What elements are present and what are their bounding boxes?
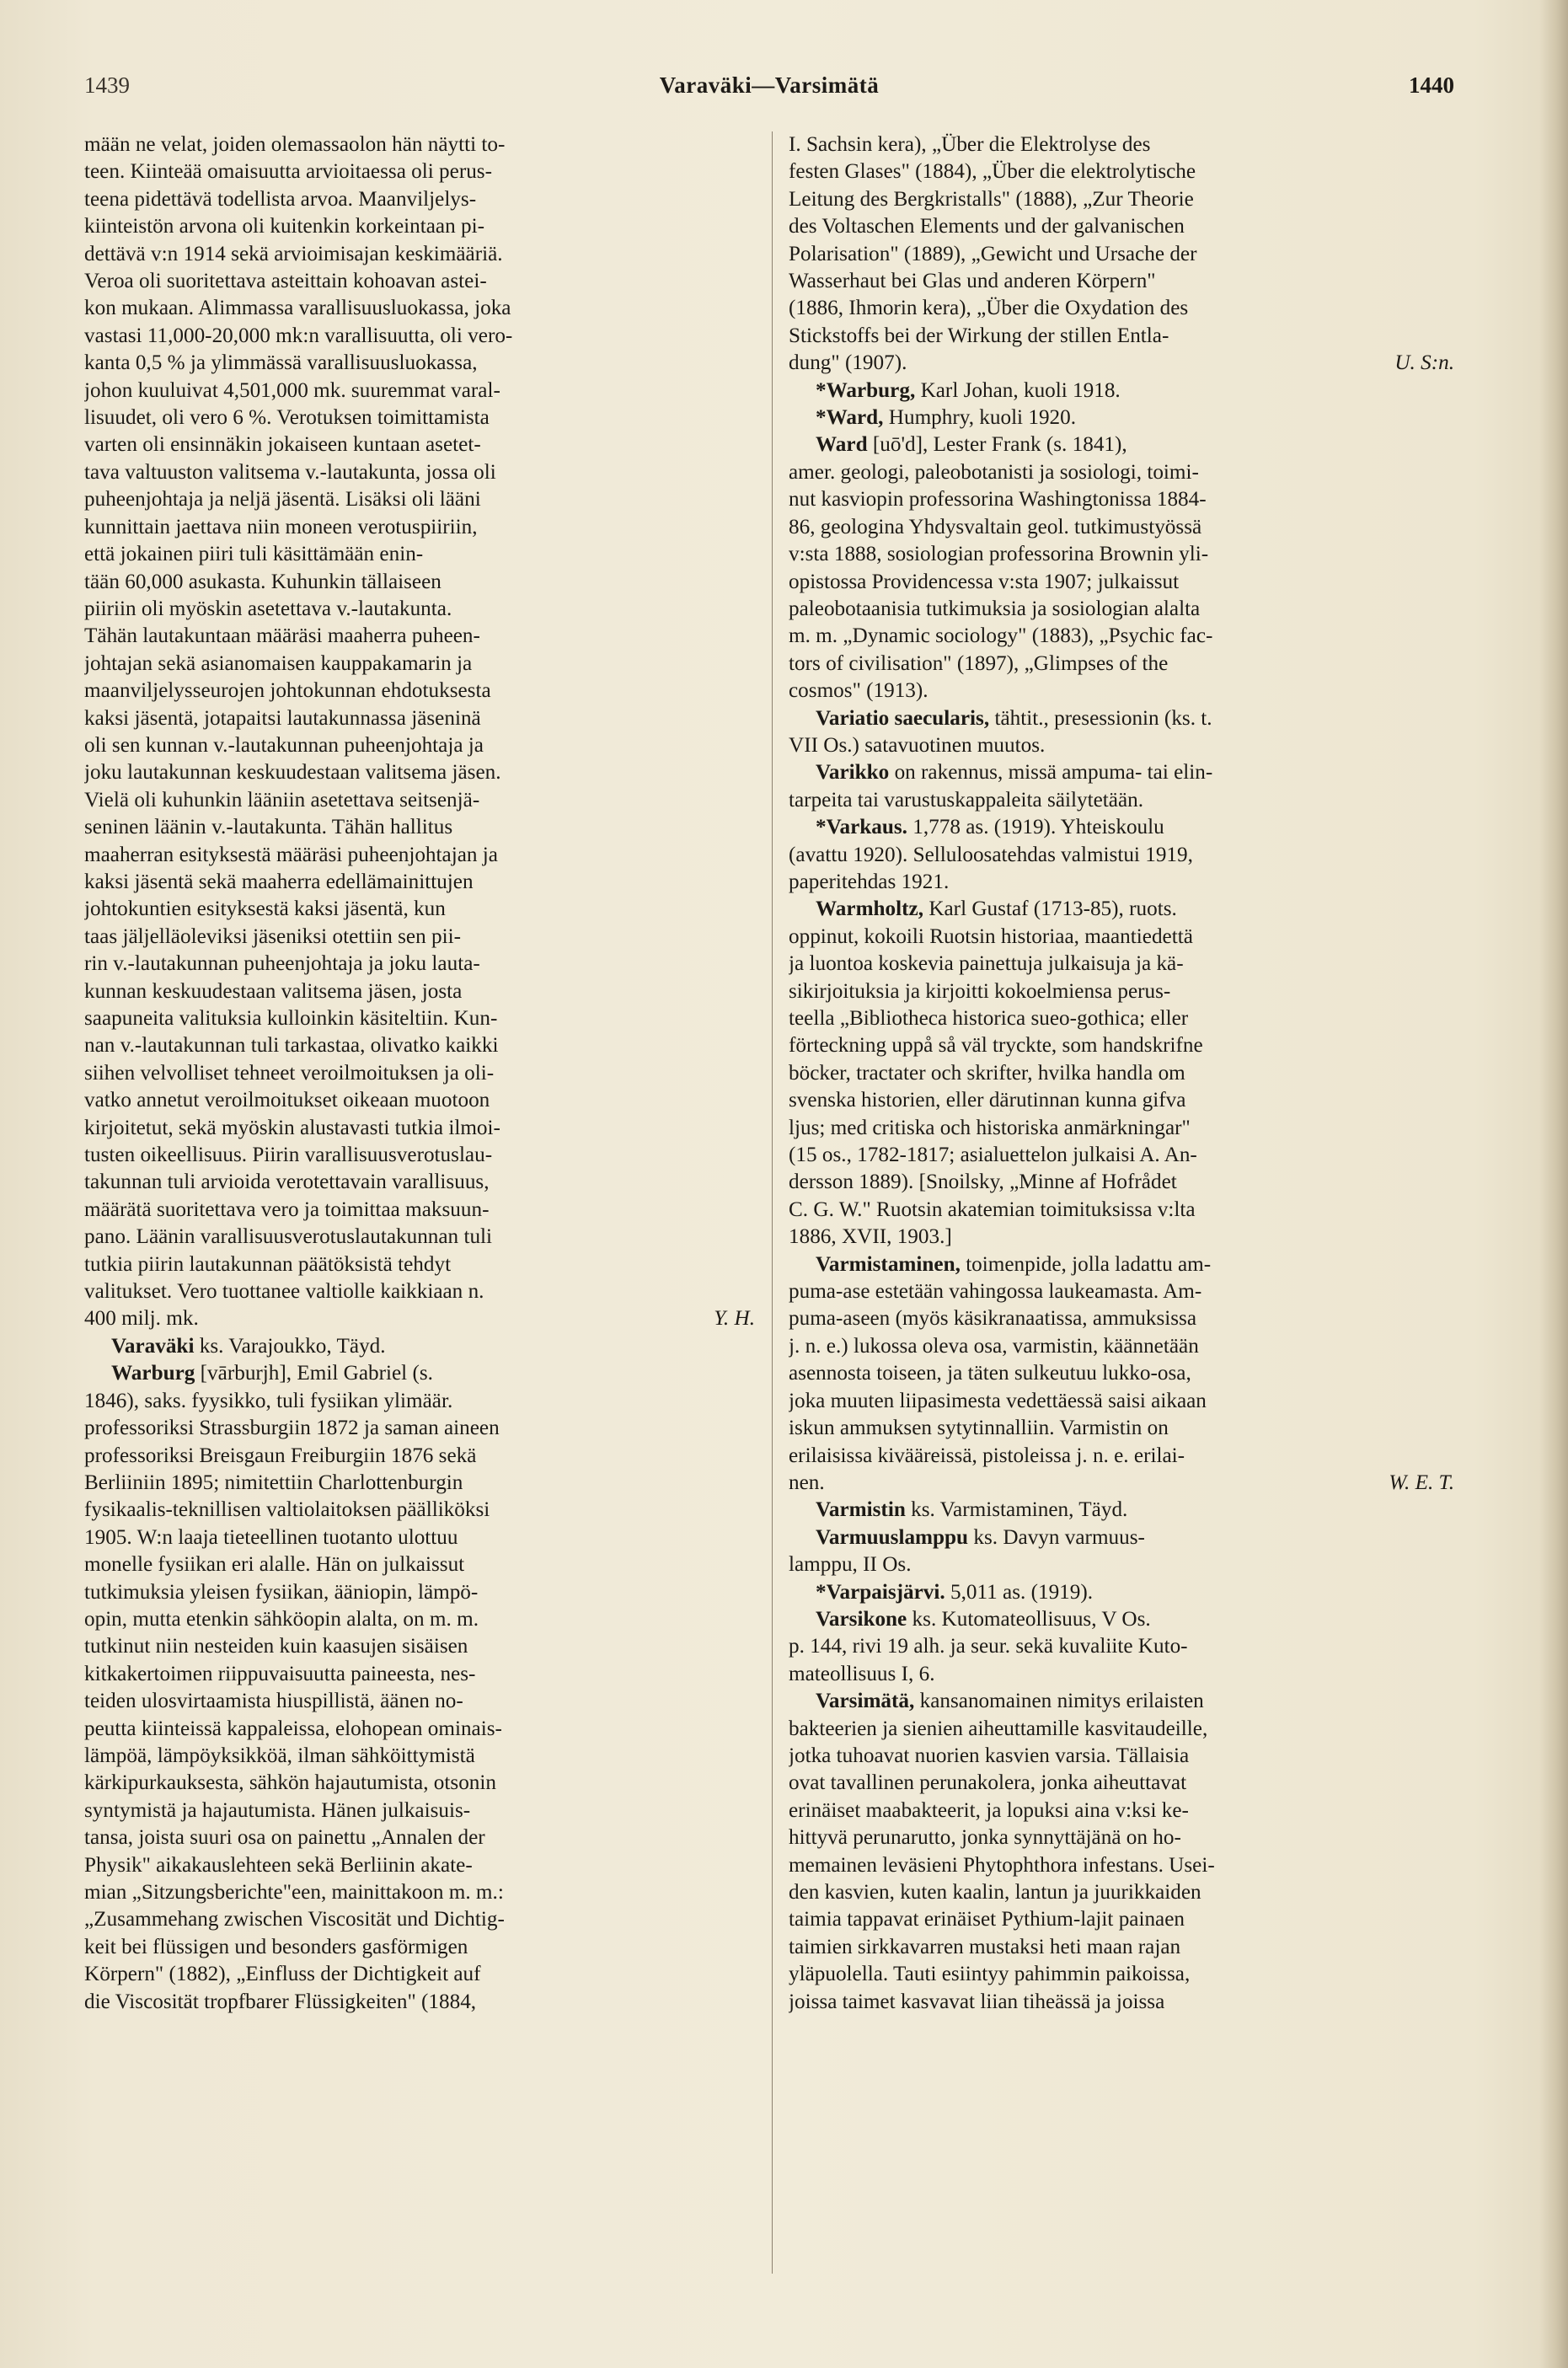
text-line: ovat tavallinen perunakolera, jonka aiheuttavat (789, 1771, 1187, 1795)
text-line: tusten oikeellisuus. Piirin varallisuusverotuslau- (84, 1144, 493, 1167)
text-line: keit bei flüssigen und besonders gasförmigen (84, 1935, 468, 1958)
text-line: ljus; med critiska och historiska anmärkningar" (789, 1116, 1191, 1139)
text-line: m. m. „Dynamic sociology" (1883), „Psychic fac- (789, 624, 1213, 648)
text-line: tarpeita tai varustuskappaleita säilytetään. (789, 788, 1144, 812)
text-line: tutkia piirin lautakunnan päätöksistä tehdyt (84, 1252, 452, 1276)
text-line: pano. Läänin varallisuusverotuslautakunnan tuli (84, 1225, 493, 1249)
text-line: kitkakertoimen riippuvaisuutta paineesta, nes- (84, 1662, 476, 1685)
text-line: „Zusammehang zwischen Viscosität und Dichtig- (84, 1908, 505, 1931)
text-line: teen. Kiinteää omaisuutta arvioitaessa oli perus- (84, 160, 492, 184)
text-line: puma-ase estetään vahingossa laukeamasta. Am- (789, 1280, 1202, 1304)
text-line: ja luontoa koskevia painettuja julkaisuja ja kä- (789, 952, 1184, 976)
text-line: mateollisuus I, 6. (789, 1662, 935, 1685)
text-line: dettävä v:n 1914 sekä arvioimisajan keskimääriä. (84, 242, 503, 265)
text-line: kirjoitetut, sekä myöskin alustavasti tutkia ilmoi- (84, 1116, 500, 1139)
entry-headword: Warburg (111, 1362, 195, 1385)
right-column (789, 131, 1454, 2289)
entry-headword: Varikko (816, 761, 890, 785)
text-line (789, 1606, 1454, 1633)
text-line: p. 144, rivi 19 alh. ja seur. sekä kuvaliite Kuto- (789, 1635, 1188, 1658)
text-line: kanta 0,5 % ja ylimmässä varallisuusluokassa, (84, 351, 478, 375)
text-line: erilaisissa kivääreissä, pistoleissa j. n. e. erilai- (789, 1444, 1185, 1467)
text-line: vatko annetut veroilmoitukset oikeaan muotoon (84, 1089, 490, 1112)
text-line: maaherran esityksestä määräsi puheenjohtajan ja (84, 843, 498, 866)
text-line: Stickstoffs bei der Wirkung der stillen Entla- (789, 324, 1169, 347)
text-line: Vielä oli kuhunkin lääniin asetettava seitsenjä- (84, 788, 480, 812)
text-line: jotka tuhoavat nuorien kasvien varsia. Tällaisia (789, 1744, 1190, 1767)
text-line: johtajan sekä asianomaisen kauppakamarin ja (84, 651, 473, 675)
text-line: professoriksi Breisgaun Freiburgiin 1876 sekä (84, 1444, 477, 1467)
text-line: kärkipurkauksesta, sähkön hajautumista, otsonin (84, 1771, 496, 1795)
entry-text: tähtit., presessionin (ks. t. (989, 706, 1212, 730)
author-signature: U. S:n. (1394, 351, 1454, 375)
text-line: varten oli ensinnäkin jokaiseen kuntaan asetet- (84, 433, 481, 457)
text-line (789, 759, 1454, 786)
text-line: kaksi jäsentä, jotapaitsi lautakunnassa jäseninä (84, 706, 481, 730)
entry-headword: *Varpaisjärvi. (816, 1580, 945, 1604)
text-line: että jokainen piiri tuli käsittämään enin- (84, 543, 424, 566)
text-line: amer. geologi, paleobotanisti ja sosiologi, toimi- (789, 460, 1199, 484)
text-line: maanviljelysseurojen johtokunnan ehdotuksesta (84, 679, 491, 703)
text-line: siihen velvolliset tehneet veroilmoituksen ja oli- (84, 1061, 495, 1085)
text-line: 400 milj. mk. Y. H. (84, 1305, 755, 1332)
text-line: Polarisation" (1889), „Gewicht und Ursache der (789, 242, 1197, 265)
text-line: kon mukaan. Alimmassa varallisuusluokassa, joka (84, 297, 511, 320)
entry-headword: Varmuuslamppu (816, 1525, 969, 1549)
text-line: dersson 1889). [Snoilsky, „Minne af Hofrådet (789, 1171, 1177, 1194)
text-line: erinäiset maabakteerit, ja lopuksi aina v:ksi ke- (789, 1798, 1189, 1822)
text-line: paperitehdas 1921. (789, 870, 950, 893)
entry-text: 5,011 as. (1919). (945, 1580, 1094, 1604)
text-line: C. G. W." Ruotsin akatemian toimituksissa v:lta (789, 1197, 1196, 1221)
text-line: die Viscosität tropfbarer Flüssigkeiten" (1884, (84, 1990, 477, 2013)
text-line: des Voltaschen Elements und der galvanischen (789, 215, 1185, 238)
text-line: paleobotaanisia tutkimuksia ja sosiologian alalta (789, 597, 1201, 620)
text-line: seninen läänin v.-lautakunta. Tähän hallitus (84, 816, 453, 839)
text-line: valitukset. Vero tuottanee valtiolle kaikkiaan n. (84, 1280, 484, 1304)
entry-text: toimenpide, jolla ladattu am- (960, 1252, 1212, 1276)
text-line: johon kuuluivat 4,501,000 mk. suuremmat varal- (84, 378, 500, 402)
text-line: puma-aseen (myös käsikranaatissa, ammuksissa (789, 1307, 1197, 1331)
text-line (789, 1251, 1454, 1278)
text-line: fysikaalis-teknillisen valtiolaitoksen päälliköksi (84, 1498, 490, 1522)
text-line: kiinteistön arvona oli kuitenkin korkeintaan pi- (84, 215, 484, 238)
text-line: saapuneita valituksia kulloinkin käsiteltiin. Kun- (84, 1007, 498, 1030)
text-line: lamppu, II Os. (789, 1553, 912, 1577)
text-line: tään 60,000 asukasta. Kuhunkin tällaiseen (84, 570, 442, 593)
text-line: puheenjohtaja ja neljä jäsentä. Lisäksi oli lääni (84, 488, 481, 512)
text-line: lisuudet, oli vero 6 %. Verotuksen toimittamista (84, 406, 490, 430)
text-line: takunnan tuli arvioida verotettavain varallisuus, (84, 1171, 490, 1194)
entry-headword: Varsikone (816, 1607, 907, 1631)
text-line: (avattu 1920). Selluloosatehdas valmistui 1919, (789, 843, 1193, 866)
text-line (789, 1524, 1454, 1551)
text-line: svenska historien, eller därutinnan kunna gifva (789, 1089, 1186, 1112)
entry-headword: *Warburg, (816, 378, 916, 402)
text-line: hittyvä perunarutto, jonka synnyttäjänä on ho- (789, 1826, 1181, 1850)
entry-headword: Ward (816, 433, 868, 457)
text-line: nen. W. E. T. (789, 1470, 1454, 1497)
text-line: asennosta toiseen, ja täten sulkeutuu lukko-osa, (789, 1362, 1191, 1385)
column-divider (772, 131, 773, 2274)
author-signature: W. E. T. (1389, 1471, 1454, 1494)
page-title: Varaväki—Varsimätä (659, 72, 880, 98)
page-number-right: 1440 (1409, 72, 1454, 98)
text-line: den kasvien, kuten kaalin, lantun ja juurikkaiden (789, 1881, 1201, 1904)
entry-text: [uō'd], Lester Frank (s. 1841), (867, 433, 1127, 457)
entry-headword: Warmholtz, (816, 897, 924, 921)
text-line (789, 705, 1454, 732)
text-line: teiden ulosvirtaamista hiuspillistä, äänen no- (84, 1690, 463, 1713)
text-line: v:sta 1888, sosiologian professorina Brownin yli- (789, 543, 1209, 566)
text-line: rin v.-lautakunnan puheenjohtaja ja joku lauta- (84, 952, 480, 976)
text-line: teella „Bibliotheca historica sueo-gothica; eller (789, 1007, 1189, 1030)
text-line: yläpuolella. Tauti esiintyy pahimmin paikoissa, (789, 1963, 1191, 1986)
text-line: Wasserhaut bei Glas und anderen Körpern" (789, 270, 1156, 293)
text-line: Veroa oli suoritettava asteittain kohoavan astei- (84, 270, 487, 293)
text-line: Leitung des Bergkristalls" (1888), „Zur Theorie (789, 187, 1194, 211)
entry-text: 1,778 as. (1919). Yhteiskoulu (907, 816, 1164, 839)
text-line: piiriin oli myöskin asetettava v.-lautakunta. (84, 597, 452, 620)
text-line: kaksi jäsentä sekä maaherra edellämainittujen (84, 870, 474, 893)
entry-text: Karl Johan, kuoli 1918. (915, 378, 1121, 402)
author-signature: Y. H. (714, 1307, 755, 1331)
text-line: opistossa Providencessa v:sta 1907; julkaissut (789, 570, 1180, 593)
text-line: vastasi 11,000-20,000 mk:n varallisuutta, oli vero- (84, 324, 513, 347)
text-line: I. Sachsin kera), „Über die Elektrolyse des (789, 133, 1151, 156)
text-line: nan v.-lautakunnan tuli tarkastaa, olivatko kaikki (84, 1034, 499, 1058)
text-line (84, 1333, 755, 1360)
text-line: böcker, tractater och skrifter, hvilka handla om (789, 1061, 1185, 1085)
text-line: oli sen kunnan v.-lautakunnan puheenjohtaja ja (84, 733, 484, 757)
text-line: VII Os.) satavuotinen muutos. (789, 733, 1046, 757)
entry-headword: *Varkaus. (816, 816, 907, 839)
text-line (789, 378, 1454, 404)
text-line: (1886, Ihmorin kera), „Über die Oxydation des (789, 297, 1189, 320)
entry-text: kansanomainen nimitys erilaisten (914, 1690, 1204, 1713)
text-line: tors of civilisation" (1897), „Glimpses of the (789, 651, 1169, 675)
text-line: kunnan keskuudestaan valitsema jäsen, josta (84, 979, 463, 1003)
text-line: syntymistä ja hajautumista. Hänen julkaisuis- (84, 1798, 471, 1822)
text-line: joka muuten liipasimesta vedettäessä saisi aikaan (789, 1389, 1207, 1412)
page-header (84, 72, 1454, 106)
entry-text: Karl Gustaf (1713-85), ruots. (923, 897, 1177, 921)
entry-text: ks. Varajoukko, Täyd. (194, 1334, 386, 1358)
entry-text: Humphry, kuoli 1920. (883, 406, 1077, 430)
text-line: tutkimuksia yleisen fysiikan, ääniopin, lämpö- (84, 1580, 479, 1604)
entry-headword: Varaväki (111, 1334, 195, 1358)
text-line: taas jäljelläoleviksi jäseniksi otettiin sen pii- (84, 924, 461, 948)
entry-headword: *Ward, (816, 406, 884, 430)
entry-headword: Varsimätä, (816, 1690, 915, 1713)
text-line: nut kasviopin professorina Washingtonissa 1884- (789, 488, 1207, 512)
text-line (789, 814, 1454, 841)
text-line: tansa, joista suuri osa on painettu „Annalen der (84, 1826, 485, 1850)
text-line: oppinut, kokoili Ruotsin historiaa, maantiedettä (789, 924, 1193, 948)
text-line: johtokuntien esityksestä kaksi jäsentä, kun (84, 897, 446, 921)
text-line: Berliiniin 1895; nimitettiin Charlottenburgin (84, 1471, 463, 1494)
text-line: joku lautakunnan keskuudestaan valitsema jäsen. (84, 761, 501, 785)
text-line: j. n. e.) lukossa oleva osa, varmistin, käännetään (789, 1334, 1199, 1358)
text-line: Tähän lautakuntaan määräsi maaherra puheen- (84, 624, 480, 648)
entry-headword: Variatio saecularis, (816, 706, 990, 730)
text-line: 1905. W:n laaja tieteellinen tuotanto ulottuu (84, 1525, 458, 1549)
entry-headword: Varmistaminen, (816, 1252, 961, 1276)
entry-text: ks. Kutomateollisuus, V Os. (907, 1607, 1151, 1631)
text-line: taimia tappavat erinäiset Pythium-lajit painaen (789, 1908, 1185, 1931)
entry-text: on rakennus, missä ampuma- tai elin- (889, 761, 1213, 785)
entry-text: ks. Varmistaminen, Täyd. (905, 1498, 1128, 1522)
text-line: dung" (1907). U. S:n. (789, 350, 1454, 377)
text-line: tutkinut niin nesteiden kuin kaasujen sisäisen (84, 1635, 468, 1658)
text-line: iskun ammuksen sytytinnalliin. Varmistin on (789, 1417, 1169, 1440)
text-line (789, 1688, 1454, 1715)
text-line: Physik" aikakauslehteen sekä Berliinin akate- (84, 1853, 473, 1877)
text-line: lämpöä, lämpöyksikköä, ilman sähköittymistä (84, 1744, 475, 1767)
entry-text: ks. Davyn varmuus- (968, 1525, 1145, 1549)
text-line: 1886, XVII, 1903.] (789, 1225, 952, 1249)
text-line: määrätä suoritettava vero ja toimittaa maksuun- (84, 1197, 490, 1221)
text-line: teena pidettävä todellista arvoa. Maanviljelys- (84, 187, 477, 211)
left-column (84, 131, 755, 2289)
text-line (789, 896, 1454, 923)
text-line: sikirjoituksia ja kirjoitti kokoelmiensa perus- (789, 979, 1171, 1003)
text-line: monelle fysiikan eri alalle. Hän on julkaissut (84, 1553, 465, 1577)
text-line: förteckning uppå så väl tryckte, som handskrifne (789, 1034, 1203, 1058)
page-number-left: 1439 (84, 72, 130, 98)
text-line: 86, geologina Yhdysvaltain geol. tutkimustyössä (789, 515, 1202, 538)
entry-headword: Varmistin (816, 1498, 906, 1522)
text-line: professoriksi Strassburgiin 1872 ja saman aineen (84, 1417, 500, 1440)
text-line (84, 1360, 755, 1387)
text-line: festen Glases" (1884), „Über die elektrolytische (789, 160, 1196, 184)
text-line (789, 431, 1454, 458)
page-edge-shadow (1539, 0, 1568, 2368)
text-line: mään ne velat, joiden olemassaolon hän näytti to- (84, 133, 506, 156)
text-line: peutta kiinteissä kappaleissa, elohopean ominais- (84, 1717, 502, 1740)
text-line: Körpern" (1882), „Einfluss der Dichtigkeit auf (84, 1963, 481, 1986)
entry-text: [vārburjh], Emil Gabriel (s. (195, 1362, 433, 1385)
text-line: cosmos" (1913). (789, 679, 928, 703)
text-line: 1846), saks. fyysikko, tuli fysiikan ylimäär. (84, 1389, 453, 1412)
text-line: memainen leväsieni Phytophthora infestans. Usei- (789, 1853, 1215, 1877)
text-line (789, 1579, 1454, 1606)
text-line: kunnittain jaettava niin moneen verotuspiiriin, (84, 515, 478, 538)
text-line: (15 os., 1782-1817; asialuettelon julkaisi A. An- (789, 1144, 1197, 1167)
text-line: tava valtuuston valitsema v.-lautakunta, jossa oli (84, 460, 496, 484)
text-line (789, 404, 1454, 431)
text-line (789, 1497, 1454, 1524)
text-line: mian „Sitzungsberichte"een, mainittakoon m. m.: (84, 1881, 504, 1904)
text-line: joissa taimet kasvavat liian tiheässä ja joissa (789, 1990, 1165, 2013)
text-line: taimien sirkkavarren mustaksi heti maan rajan (789, 1935, 1181, 1958)
text-line: bakteerien ja sienien aiheuttamille kasvitaudeille, (789, 1717, 1208, 1740)
text-line: opin, mutta etenkin sähköopin alalta, on m. m. (84, 1607, 479, 1631)
